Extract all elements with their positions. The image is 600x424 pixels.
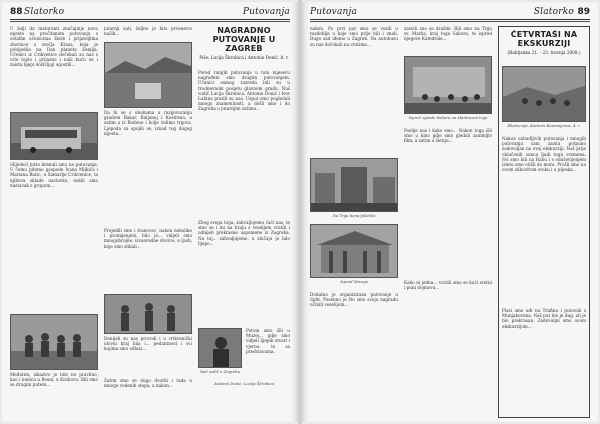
column-1-bottom-text: Dodatno je organizirana putovanje u Split. Posebno je što smo svoju nagradu učinili veselijom... bbox=[310, 292, 398, 308]
article-title-line-2: PUTOVANJE U ZAGREB bbox=[212, 35, 276, 53]
header-rule bbox=[10, 19, 290, 20]
header-rule bbox=[10, 21, 290, 22]
box-subtitle: (Rabljanka 21. - 23. travnja 2008.) bbox=[507, 50, 581, 55]
photo-caption-3: Ispred zgrade Sabora na Markovom trgu bbox=[408, 115, 488, 120]
column-1-text: nakon. Po prvi put smo se vozili u razdoblje u koje smo prije bili i znali. Dugo sad idemo u Zagreb. Na autobusu su nas dočekali na vratima... bbox=[310, 26, 398, 47]
bus-photo-graphic bbox=[11, 113, 98, 160]
section-title: Putovanja bbox=[310, 7, 358, 17]
column-2-middle-text-2: Projedili smo i Ivanovec, nakon nekoliko i promijenjeni, bilo je... vidjeli smo mnogobrojne, izvanredne dvorce, a ljudi, koje smo slikali... bbox=[104, 228, 192, 249]
article-title: NAGRADNO bbox=[217, 26, 271, 35]
excursion-photo-graphic bbox=[503, 67, 586, 122]
column-2-bottom-text: Zatim smo se dugo dvorili i tada u mnogo vodenih stopa, a nakon... bbox=[104, 378, 192, 389]
photo-caption: Naš vodič u Zagrebu bbox=[199, 369, 241, 374]
column-1-text: U želji da maturanti značajnije novo mjesto na pročitanom putovanju s ostalim učenicima škole i prijateljima zbornice s otočja Krasa, koja je pobijedila na Dan planeta Zemlja. Učenici iz Crikvenice dočekali su nas s vrlo toplo i prijazno i naši kuću su i zaista lijepi doživljaji ugostili... bbox=[10, 26, 98, 68]
coast-photo-graphic bbox=[105, 43, 192, 108]
box-title: ČETVRTAŠI NA bbox=[510, 30, 578, 39]
magazine-logo: Slatorko bbox=[533, 7, 574, 17]
column-2-text: jutarnji sati, željno je bilo prvenstvo naših... bbox=[104, 26, 192, 37]
page-number: 89 bbox=[577, 7, 590, 17]
article-body: Pored ranijih putovanja u tom mjesecu nagrađeni smo drugim putovanjem. Učenici osmog razreda bili su u trodnevnom posjetu glavnom gradu. Naš vodič Lucija Škrobica, Antonio Donić i Ivor Lubina pratili su nas. Usput smo pogledali mnogo znamenitosti, a došli smo i do Zagreba u jutarnjim satima... bbox=[198, 70, 290, 112]
sabor-photo-graphic bbox=[405, 57, 492, 114]
header-rule bbox=[310, 19, 590, 20]
box-body-2: Plavi smo uđi na Trafinu i putovali s Munjakovima. Naš put bio je dug, ali je bio prekrasan. Zadovoljni smo ovom ekskurzijom... bbox=[502, 308, 586, 329]
column-1-bottom-text: Međutim, iskazivo je bilo ne pravilno, kao i bonica u Bosni, u Krabovu. Bili smo se drugim putem... bbox=[10, 372, 98, 388]
photo-group bbox=[10, 314, 98, 370]
left-page bbox=[2, 2, 298, 422]
photo-sabor bbox=[404, 56, 492, 114]
page-number: 88 bbox=[10, 7, 23, 17]
photo-museum bbox=[310, 224, 398, 278]
article-heading bbox=[198, 26, 290, 66]
article-body-3: Potom smo išli u Muzej... gdje smo vidjeli lijepih stvari i vjerno, te sa predstavama. bbox=[246, 328, 290, 354]
article-byline: Piše: Lucija Škrobica i Antonio Donić, 8. r. bbox=[199, 55, 289, 60]
box-body: Nakon uzbudljivih putovanja i mnogih putovanja sam zaista potpuno zadovoljan na ovoj ekskurziji. Naš prije oblačenih sunca ljudi toga vremena. Svi smo bili na Rabu i s oduševljenjem izletu smo otišli do mora. Prošli smo na ovom slikovitom otoku i u pijeska... bbox=[502, 136, 586, 173]
photo-bus bbox=[10, 112, 98, 160]
photo-people bbox=[104, 294, 192, 334]
column-2-lower-text: Donijeli su nas provodi i u crikvenički ulovni kraj bila i... pedantnost i svi kojima smo odlazi... bbox=[104, 336, 192, 352]
photo-city bbox=[310, 158, 398, 212]
magazine-logo: Slatorko bbox=[24, 7, 65, 17]
box-title-line-2: EKSKURZIJI bbox=[517, 39, 571, 48]
column-1-middle-text: Slijedeći jutro krenuli smo na putovanje. U čemu pitomo gospode Ivana Mlikića i Mariana Baric, u Šamarije Crikvenice, ta njihova sklade nastavku, sedili smo nastavak s grupom... bbox=[10, 162, 98, 188]
photo-coast bbox=[104, 42, 192, 108]
right-page bbox=[302, 2, 598, 422]
city-photo-graphic bbox=[311, 159, 398, 212]
people-photo-graphic bbox=[105, 295, 192, 334]
section-title: Putovanja bbox=[242, 7, 290, 17]
photo-excursion bbox=[502, 66, 586, 122]
article-photo-graphic bbox=[199, 329, 242, 368]
header-rule bbox=[310, 21, 590, 22]
column-2-middle-text: Poslije nas i kako smo... Nakon toga išli smo u kino gdje smo gledali zanimljiv film, a zatim u šetnju... bbox=[404, 128, 492, 144]
column-2-text: zasvili sno se dražim. Bili smo na Trgu sv. Marka, kraj toga Sabora, te ispred njegove Katedrale... bbox=[404, 26, 492, 42]
photo-caption: Na Trgu bana Jelačića bbox=[332, 213, 376, 218]
column-2-middle-text: Da bi se s obukama u razgovaranju gradom Bakar, Baljanoj i Kostrena, a zatim a iz Bodone i bolje vidimo trgova. Ljepoda su spojili se, iznad tog dugog mjesta... bbox=[104, 110, 192, 136]
photo-caption-2: Ispred Muzeja bbox=[340, 279, 368, 284]
photo-caption-2: Antonio Donić, Lucija Škrobica bbox=[214, 381, 274, 386]
box-heading bbox=[502, 30, 586, 64]
group-photo-graphic bbox=[11, 315, 98, 370]
article-body-2: Zbog svega toga, zahvaljujemo ćaći nas, te smo se i mi na kraju s veseljem vratili i odnijeli prekrasne uspomene iz Zagreba. Na toj... zahvaljujemo, u slučaju je bilo lijepo... bbox=[198, 220, 290, 246]
museum-photo-graphic bbox=[311, 225, 398, 278]
photo-article-1 bbox=[198, 328, 242, 368]
column-2-bottom-text: Kako ni jedna... vratili smo se kući sretni i puni dojmova... bbox=[404, 280, 492, 291]
box-photo-caption: Ekskurzija, Karmen Kunmayrova, 4. r. bbox=[507, 123, 581, 128]
